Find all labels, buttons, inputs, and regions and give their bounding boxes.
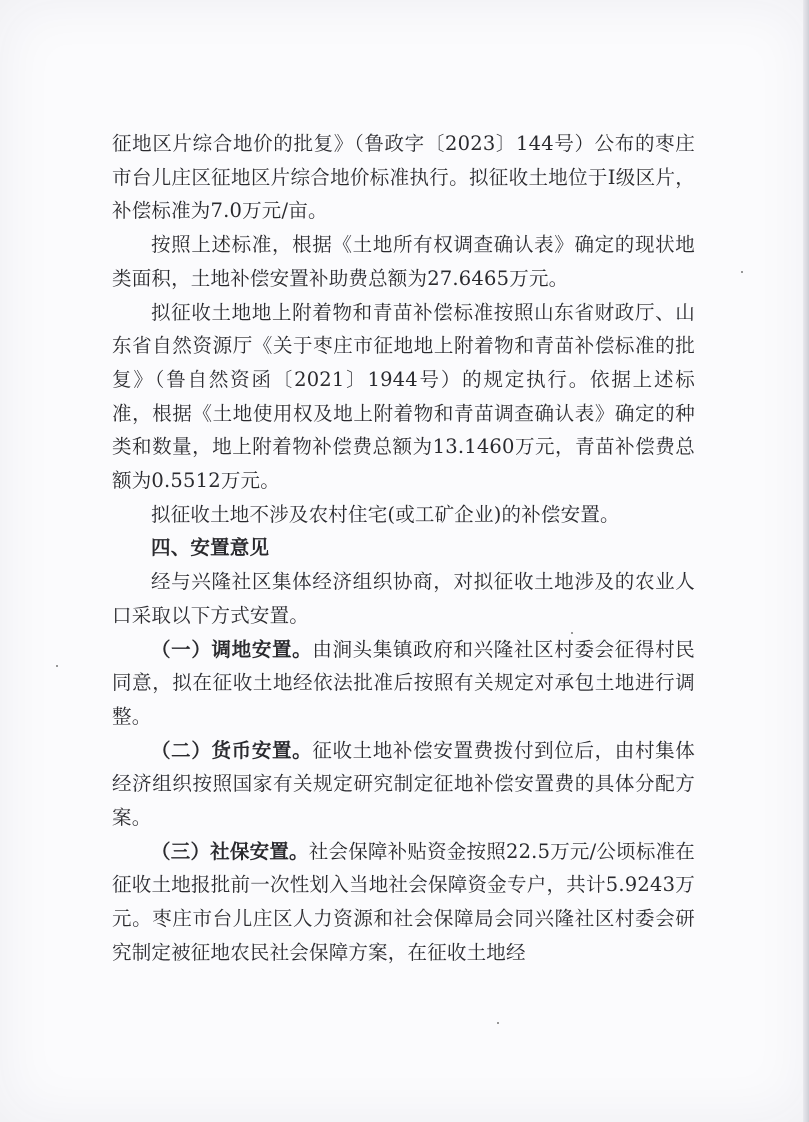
section-heading-resettlement: 四、安置意见	[151, 536, 270, 560]
paragraph-resettlement-intro: 经与兴隆社区集体经济组织协商，对拟征收土地涉及的农业人口采取以下方式安置。	[112, 570, 695, 627]
item-social-security	[112, 835, 695, 970]
item-text: 由涧头集镇政府和兴隆社区村委会征得村民同意，拟在征收土地经依法批准后按照有关规定对承包土地进行调整。	[112, 637, 695, 728]
paragraph-land-price: 征地区片综合地价的批复》（鲁政字〔2023〕144号）公布的枣庄市台儿庄区征地区片综合地价标准执行。拟征收土地位于I级区片，补偿标准为7.0万元/亩。	[112, 132, 695, 223]
scan-speck	[56, 665, 58, 667]
item-label: （三）社保安置。	[151, 839, 309, 863]
scan-edge	[803, 0, 809, 1122]
item-monetary	[112, 734, 695, 835]
paragraph-housing: 拟征收土地不涉及农村住宅(或工矿企业)的补偿安置。	[151, 502, 620, 526]
item-land-adjustment	[112, 633, 695, 734]
paragraph-attachments-crops: 拟征收土地地上附着物和青苗补偿标准按照山东省财政厅、山东省自然资源厅《关于枣庄市征地地上附着物和青苗补偿标准的批复》（鲁自然资函〔2021〕1944号）的规定执行。依据上述标准，根据《土地使用权及地上附着物和青苗调查确认表》确定的种类和数量，地上附着物补偿费总额为13.1460万元，青苗补偿费总额为0.5512万元。	[112, 300, 695, 493]
item-label: （二）货币安置。	[151, 738, 313, 762]
scan-speck	[741, 271, 743, 273]
document-body	[112, 127, 695, 970]
scan-speck	[497, 1022, 499, 1024]
item-label: （一）调地安置。	[151, 637, 313, 661]
item-text: 征收土地补偿安置费拨付到位后，由村集体经济组织按照国家有关规定研究制定征地补偿安置费的具体分配方案。	[112, 738, 695, 830]
paragraph-compensation-total: 按照上述标准，根据《土地所有权调查确认表》确定的现状地类面积，土地补偿安置补助费总额为27.6465万元。	[112, 233, 695, 290]
item-text: 社会保障补贴资金按照22.5万元/公顷标准在征收土地报批前一次性划入当地社会保障资金专户，共计5.9243万元。枣庄市台儿庄区人力资源和社会保障局会同兴隆社区村委会研究制定被征地农民社会保障方案，在征收土地经	[112, 839, 695, 964]
scan-speck	[571, 632, 573, 634]
